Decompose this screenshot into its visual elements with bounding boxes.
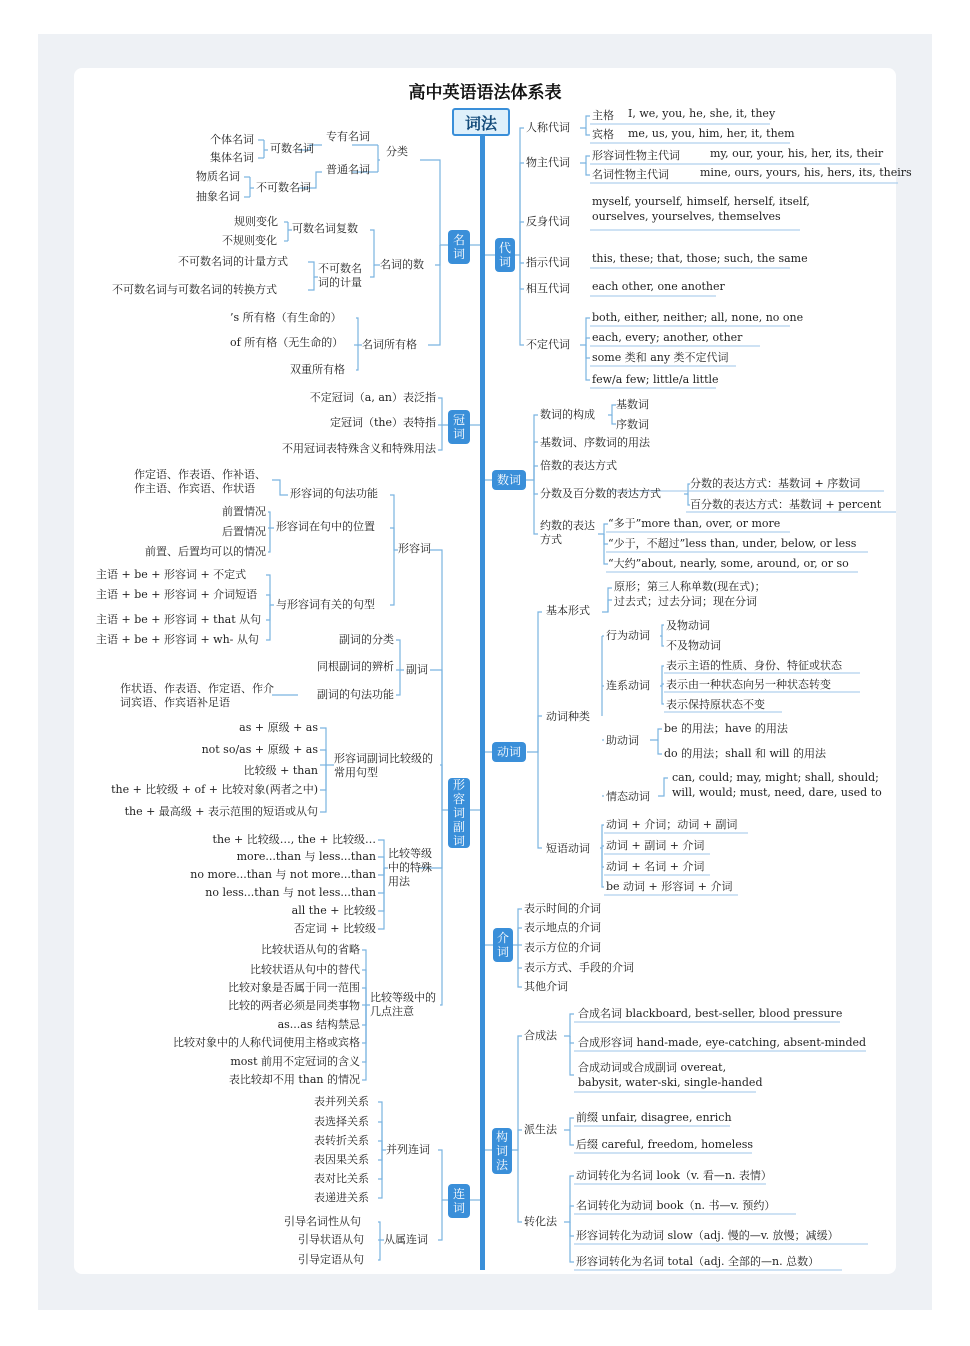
adv-item: 同根副词的辨析 xyxy=(317,660,394,673)
word-ps-item: 后缀 careful, freedom, homeless xyxy=(576,1138,754,1151)
verb-zd-item: be 的用法；have 的用法 xyxy=(664,722,788,735)
num-fs1: 分数的表达方式：基数词 + 序数词 xyxy=(690,477,861,490)
adj-ts-label: 比较等级中的特殊用法 xyxy=(388,847,432,888)
verb-jb: 基本形式 xyxy=(546,604,590,617)
pron-bd-item: both, either, neither; all, none, no one xyxy=(592,311,804,324)
verb-jb1: 原形；第三人称单数(现在式)； xyxy=(614,580,766,593)
num-fs: 分数及百分数的表达方式 xyxy=(540,487,661,500)
word-hc3a: 合成动词或合成副词 overeat, xyxy=(578,1061,727,1074)
prep-item: 表示地点的介词 xyxy=(524,921,601,934)
pron-fs-values-1: myself, yourself, himself, herself, itself, xyxy=(592,195,810,208)
verb-lx: 连系动词 xyxy=(606,679,650,692)
pron-mc: 名词性物主代词 xyxy=(592,168,669,181)
noun-jiti: 集体名词 xyxy=(210,151,254,164)
word-zh: 转化法 xyxy=(524,1215,557,1228)
adj-juxing-item: 主语 + be + 形容词 + 不定式 xyxy=(96,568,247,581)
article-item: 定冠词（the）表特指 xyxy=(329,416,436,429)
pron-xrc-values: my, our, your, his, her, its, their xyxy=(710,147,884,160)
conj-bl-item: 表选择关系 xyxy=(314,1115,369,1128)
pron-bg-values: me, us, you, him, her, it, them xyxy=(628,127,795,140)
word-zh-item: 形容词转化为动词 slow（adj. 慢的—v. 放慢；减缓） xyxy=(576,1229,839,1242)
num-ys-item: “多于”more than, over, or more xyxy=(608,517,781,530)
word-zh-item: 名词转化为动词 book（n. 书—v. 预约） xyxy=(576,1199,776,1212)
hub-preposition: 介词 xyxy=(493,928,513,962)
noun-putong: 普通名词 xyxy=(326,163,370,176)
adj-jfgn: 形容词的句法功能 xyxy=(290,487,378,500)
verb-qt1: can, could; may, might; shall, should; xyxy=(672,771,879,784)
adj-weizhi-item: 后置情况 xyxy=(222,525,266,538)
adj-zy-item: 表比较却不用 than 的情况 xyxy=(228,1073,360,1086)
pron-zs-values: this, these; that, those; such, the same xyxy=(592,252,808,265)
noun-wuzhi: 物质名词 xyxy=(196,170,240,183)
noun-bukeshu: 不可数名词 xyxy=(256,181,311,194)
conj-cs-item: 引导状语从句 xyxy=(298,1233,364,1246)
adj-ts-item: 否定词 + 比较级 xyxy=(293,922,376,935)
adj-label: 形容词 xyxy=(398,542,431,555)
pron-bd-item: each, every; another, other xyxy=(592,331,743,344)
verb-zd-item: do 的用法；shall 和 will 的用法 xyxy=(664,747,826,760)
verb-jb2: 过去式；过去分词；现在分词 xyxy=(614,595,757,608)
verb-dy-item: 动词 + 介词；动词 + 副词 xyxy=(606,818,738,831)
pron-bd: 不定代词 xyxy=(526,338,570,351)
noun-geti: 个体名词 xyxy=(210,133,254,146)
adj-zy-item: 比较的两者必须是同类事物 xyxy=(228,999,360,1012)
pron-zg: 主格 xyxy=(592,109,614,122)
pron-bd-item: some 类和 any 类不定代词 xyxy=(592,351,729,364)
conj-bl-label: 并列连词 xyxy=(386,1143,430,1156)
verb-lx-item: 表示由一种状态向另一种状态转变 xyxy=(666,678,831,691)
hub-adj-adv: 形容词副词 xyxy=(448,778,470,848)
verb-dy: 短语动词 xyxy=(546,842,590,855)
num-yf: 基数词、序数词的用法 xyxy=(540,436,650,449)
num-ys-item: “少于，不超过”less than, under, below, or less xyxy=(608,537,857,550)
prep-item: 表示方位的介词 xyxy=(524,941,601,954)
prep-item: 表示方式、手段的介词 xyxy=(524,961,634,974)
adj-jfgn-detail: 作定语、作表语、作补语、作主语、作宾语、作状语 xyxy=(134,468,266,495)
adj-zy-item: 比较对象是否属于同一范围 xyxy=(228,981,360,994)
hub-noun: 名词 xyxy=(448,230,470,264)
num-fs2: 百分数的表达方式：基数词 + percent xyxy=(690,498,882,511)
noun-bguize: 不规则变化 xyxy=(222,234,277,247)
adj-bj-item: the + 比较级 + of + 比较对象(两者之中) xyxy=(111,783,318,796)
conj-cs-label: 从属连词 xyxy=(384,1233,428,1246)
conj-bl-item: 表因果关系 xyxy=(314,1153,369,1166)
adv-label: 副词 xyxy=(406,663,428,676)
pron-bd-item: few/a few; little/a little xyxy=(592,373,719,386)
num-ys-item: “大约”about, nearly, some, around, or, or so xyxy=(608,557,849,570)
verb-bjw: 不及物动词 xyxy=(666,639,721,652)
adv-item: 副词的分类 xyxy=(339,633,394,646)
verb-jw: 及物动词 xyxy=(666,619,710,632)
adj-zy-item: 比较对象中的人称代词使用主格或宾格 xyxy=(173,1036,360,1049)
adj-zy-item: most 前用不定冠词的含义 xyxy=(230,1055,360,1068)
num-js: 基数词 xyxy=(616,398,649,411)
noun-sc-syg: 双重所有格 xyxy=(290,363,345,376)
adj-ts-item: no more...than 与 not more...than xyxy=(190,868,376,881)
adv-jf-detail: 作状语、作表语、作定语、作介词宾语、作宾语补足语 xyxy=(120,682,274,709)
pron-mc-values: mine, ours, yours, his, hers, its, theirs xyxy=(700,166,912,179)
noun-keshu: 可数名词 xyxy=(270,142,314,155)
verb-lx-item: 表示主语的性质、身份、特征或状态 xyxy=(666,659,842,672)
conj-bl-item: 表对比关系 xyxy=(314,1172,369,1185)
adj-zy-item: as...as 结构禁忌 xyxy=(277,1018,360,1031)
pron-zg-values: I, we, you, he, she, it, they xyxy=(628,107,776,120)
adj-zy-label: 比较等级中的几点注意 xyxy=(370,991,436,1018)
adj-juxing-item: 主语 + be + 形容词 + 介词短语 xyxy=(96,588,258,601)
verb-zd: 助动词 xyxy=(606,734,639,747)
word-hc-item: 合成名词 blackboard, best-seller, blood pressure xyxy=(578,1007,843,1020)
conj-cs-item: 引导名词性从句 xyxy=(284,1215,361,1228)
num-xs: 序数词 xyxy=(616,418,649,431)
hub-pronoun: 代词 xyxy=(495,238,515,272)
adj-juxing-item: 主语 + be + 形容词 + that 从句 xyxy=(96,613,262,626)
conj-cs-item: 引导定语从句 xyxy=(298,1253,364,1266)
hub-verb: 动词 xyxy=(492,742,526,762)
adj-weizhi-item: 前置、后置均可以的情况 xyxy=(145,545,266,558)
noun-fenlei: 分类 xyxy=(386,145,408,158)
pron-zs: 指示代词 xyxy=(526,256,570,269)
adj-bj-item: the + 最高级 + 表示范围的短语或从句 xyxy=(124,805,318,818)
adj-weizhi-item: 前置情况 xyxy=(222,505,266,518)
verb-dy-item: be 动词 + 形容词 + 介词 xyxy=(606,880,733,893)
noun-zhfs: 不可数名词与可数名词的转换方式 xyxy=(112,283,277,296)
page-title: 高中英语语法体系表 xyxy=(408,83,562,103)
pron-xh: 相互代词 xyxy=(526,282,570,295)
conj-bl-item: 表转折关系 xyxy=(314,1134,369,1147)
word-hc3b: babysit, water-ski, single-handed xyxy=(578,1076,763,1089)
word-hc: 合成法 xyxy=(524,1029,557,1042)
noun-of-syg: of 所有格（无生命的） xyxy=(230,336,344,349)
verb-xw: 行为动词 xyxy=(606,629,650,642)
pron-rc: 人称代词 xyxy=(526,121,570,134)
word-zh-item: 动词转化为名词 look（v. 看—n. 表情） xyxy=(576,1169,772,1182)
adv-item: 副词的句法功能 xyxy=(317,688,394,701)
noun-kfs: 可数名词复数 xyxy=(292,222,358,235)
adj-zy-item: 比较状语从句的省略 xyxy=(261,943,360,956)
verb-lx-item: 表示保持原状态不变 xyxy=(666,698,765,711)
adj-bj-item: 比较级 + than xyxy=(243,764,318,777)
noun-zhuanyou: 专有名词 xyxy=(326,130,370,143)
word-zh-item: 形容词转化为名词 total（adj. 全部的—n. 总数） xyxy=(576,1255,820,1268)
prep-item: 表示时间的介词 xyxy=(524,902,601,915)
num-bs: 倍数的表达方式 xyxy=(540,459,617,472)
main-spine xyxy=(480,132,485,1270)
noun-syg: 名词所有格 xyxy=(362,338,417,351)
verb-dy-item: 动词 + 副词 + 介词 xyxy=(606,839,705,852)
noun-mcds: 名词的数 xyxy=(380,258,424,271)
adj-weizhi: 形容词在句中的位置 xyxy=(276,520,375,533)
adj-bj-item: as + 原级 + as xyxy=(239,721,318,734)
word-ps: 派生法 xyxy=(524,1123,557,1136)
conj-bl-item: 表递进关系 xyxy=(314,1191,369,1204)
hub-numeral: 数词 xyxy=(492,470,526,490)
verb-qt: 情态动词 xyxy=(606,790,650,803)
hub-article: 冠词 xyxy=(448,410,470,444)
article-item: 不用冠词表特殊含义和特殊用法 xyxy=(282,442,436,455)
adj-bj-item: not so/as + 原级 + as xyxy=(201,743,318,756)
word-hc-item: 合成形容词 hand-made, eye-catching, absent-minded xyxy=(578,1036,867,1049)
hub-conj: 连词 xyxy=(448,1184,470,1218)
num-gc: 数词的构成 xyxy=(540,408,595,421)
verb-dy-item: 动词 + 名词 + 介词 xyxy=(606,860,705,873)
adj-ts-item: the + 比较级…, the + 比较级… xyxy=(212,833,376,846)
adj-ts-item: all the + 比较级 xyxy=(291,904,376,917)
noun-bkjl: 不可数名词的计量 xyxy=(318,262,362,289)
noun-chouxiang: 抽象名词 xyxy=(196,190,240,203)
root-node: 词法 xyxy=(452,108,510,136)
adj-juxing-item: 主语 + be + 形容词 + wh- 从句 xyxy=(96,633,259,646)
verb-qt2: will, would; must, need, dare, used to xyxy=(672,786,882,799)
adj-ts-item: no less...than 与 not less...than xyxy=(205,886,376,899)
adj-juxing: 与形容词有关的句型 xyxy=(276,598,375,611)
pron-fs: 反身代词 xyxy=(526,215,570,228)
pron-fs-values-2: ourselves, yourselves, themselves xyxy=(592,210,781,223)
pron-bg: 宾格 xyxy=(592,128,614,141)
num-ys: 约数的表达方式 xyxy=(540,519,595,546)
adj-zy-item: 比较状语从句中的替代 xyxy=(250,963,360,976)
adj-ts-item: more...than 与 less...than xyxy=(236,850,376,863)
prep-item: 其他介词 xyxy=(524,980,568,993)
verb-zl: 动词种类 xyxy=(546,710,590,723)
pron-xrc: 形容词性物主代词 xyxy=(592,149,680,162)
adj-bj-label: 形容词副词比较级的常用句型 xyxy=(334,752,433,779)
conj-bl-item: 表并列关系 xyxy=(314,1095,369,1108)
hub-word-formation: 构词法 xyxy=(492,1128,512,1174)
noun-s-syg: ’s 所有格（有生命的） xyxy=(230,311,342,324)
pron-xh-values: each other, one another xyxy=(592,280,725,293)
word-ps-item: 前缀 unfair, disagree, enrich xyxy=(576,1111,732,1124)
noun-jlfs: 不可数名词的计量方式 xyxy=(178,255,288,268)
pron-wz: 物主代词 xyxy=(526,156,570,169)
noun-guize: 规则变化 xyxy=(234,215,278,228)
article-item: 不定冠词（a, an）表泛指 xyxy=(309,391,436,404)
